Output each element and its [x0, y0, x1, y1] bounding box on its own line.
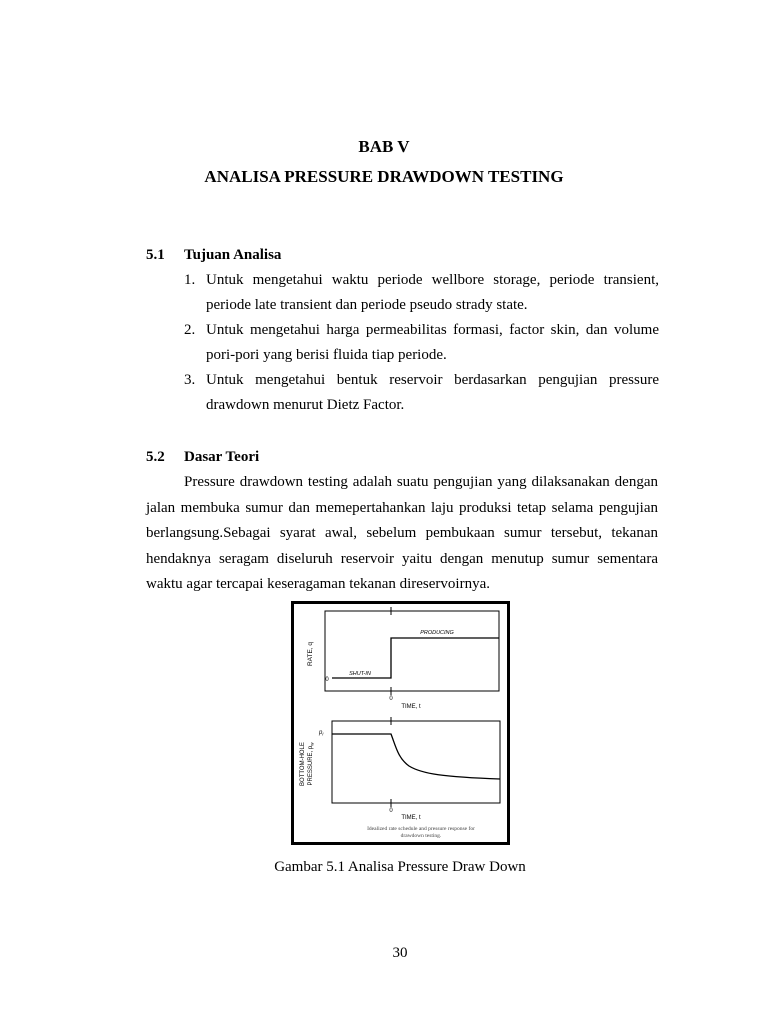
chapter-title: ANALISA PRESSURE DRAWDOWN TESTING	[204, 167, 564, 186]
section-number: 5.2	[146, 449, 165, 465]
pressure-axis-label: BOTTOM-HOLE	[300, 742, 306, 786]
rate-zero-label: 0	[325, 677, 329, 683]
initial-pressure-subscript: i	[322, 731, 324, 737]
pressure-response-curve	[332, 734, 500, 779]
pressure-plot-frame	[332, 721, 500, 803]
list-item	[184, 318, 659, 368]
producing-label: PRODUCING	[420, 630, 454, 636]
list-item-number: 2.	[184, 322, 196, 338]
section-number: 5.1	[146, 247, 165, 263]
page-number: 30	[392, 945, 408, 961]
pressure-axis-subscript: w	[309, 742, 315, 746]
section-title: Dasar Teori	[184, 449, 260, 465]
list-item	[184, 368, 659, 418]
initial-pressure-label	[318, 730, 324, 737]
time-axis-label: TIME, t	[401, 815, 421, 821]
list-item-text: Untuk mengetahui bentuk reservoir berdasarkan pengujian pressure drawdown menurut Dietz Factor.	[206, 372, 659, 413]
list-item	[184, 268, 659, 318]
time-axis-label: TIME, t	[401, 704, 421, 710]
rate-axis-label: RATE, q	[307, 641, 314, 667]
chapter-number: BAB V	[358, 137, 410, 156]
list-item-number: 3.	[184, 372, 196, 388]
initial-pressure-symbol: p	[319, 730, 323, 736]
figure-inner-caption: drawdown testing.	[400, 833, 442, 839]
figure-inner-caption: Idealized rate schedule and pressure response for	[367, 826, 475, 832]
list-item-number: 1.	[184, 272, 196, 288]
time-zero-label: 0	[389, 808, 393, 814]
shut-in-label: SHUT-IN	[349, 671, 371, 677]
drawdown-diagram	[294, 604, 507, 842]
section-title: Tujuan Analisa	[184, 247, 282, 263]
pressure-axis-label-text: PRESSURE, p	[308, 745, 314, 786]
figure-drawdown	[291, 601, 510, 845]
list-item-text: Untuk mengetahui waktu periode wellbore storage, periode transient, periode late transient dan periode pseudo strady state.	[206, 272, 659, 313]
pressure-axis-label	[308, 742, 315, 786]
figure-caption: Gambar 5.1 Analisa Pressure Draw Down	[274, 859, 526, 875]
time-zero-label: 0	[389, 696, 393, 702]
rate-plot-frame	[325, 611, 499, 691]
body-paragraph: Pressure drawdown testing adalah suatu pengujian yang dilaksanakan dengan jalan membuka sumur dan memepertahankan laju produksi tetap selama pengujian berlangsung.Sebagai syarat awal, sebelum pembukaan sumur tersebut, tekanan hendaknya seragam diseluruh reservoir yaitu dengan menutup sumur sementara waktu agar tercapai keseragaman tekanan direservoirnya.	[146, 474, 658, 593]
list-item-text: Untuk mengetahui harga permeabilitas formasi, factor skin, dan volume pori-pori yang berisi fluida tiap periode.	[206, 322, 659, 363]
